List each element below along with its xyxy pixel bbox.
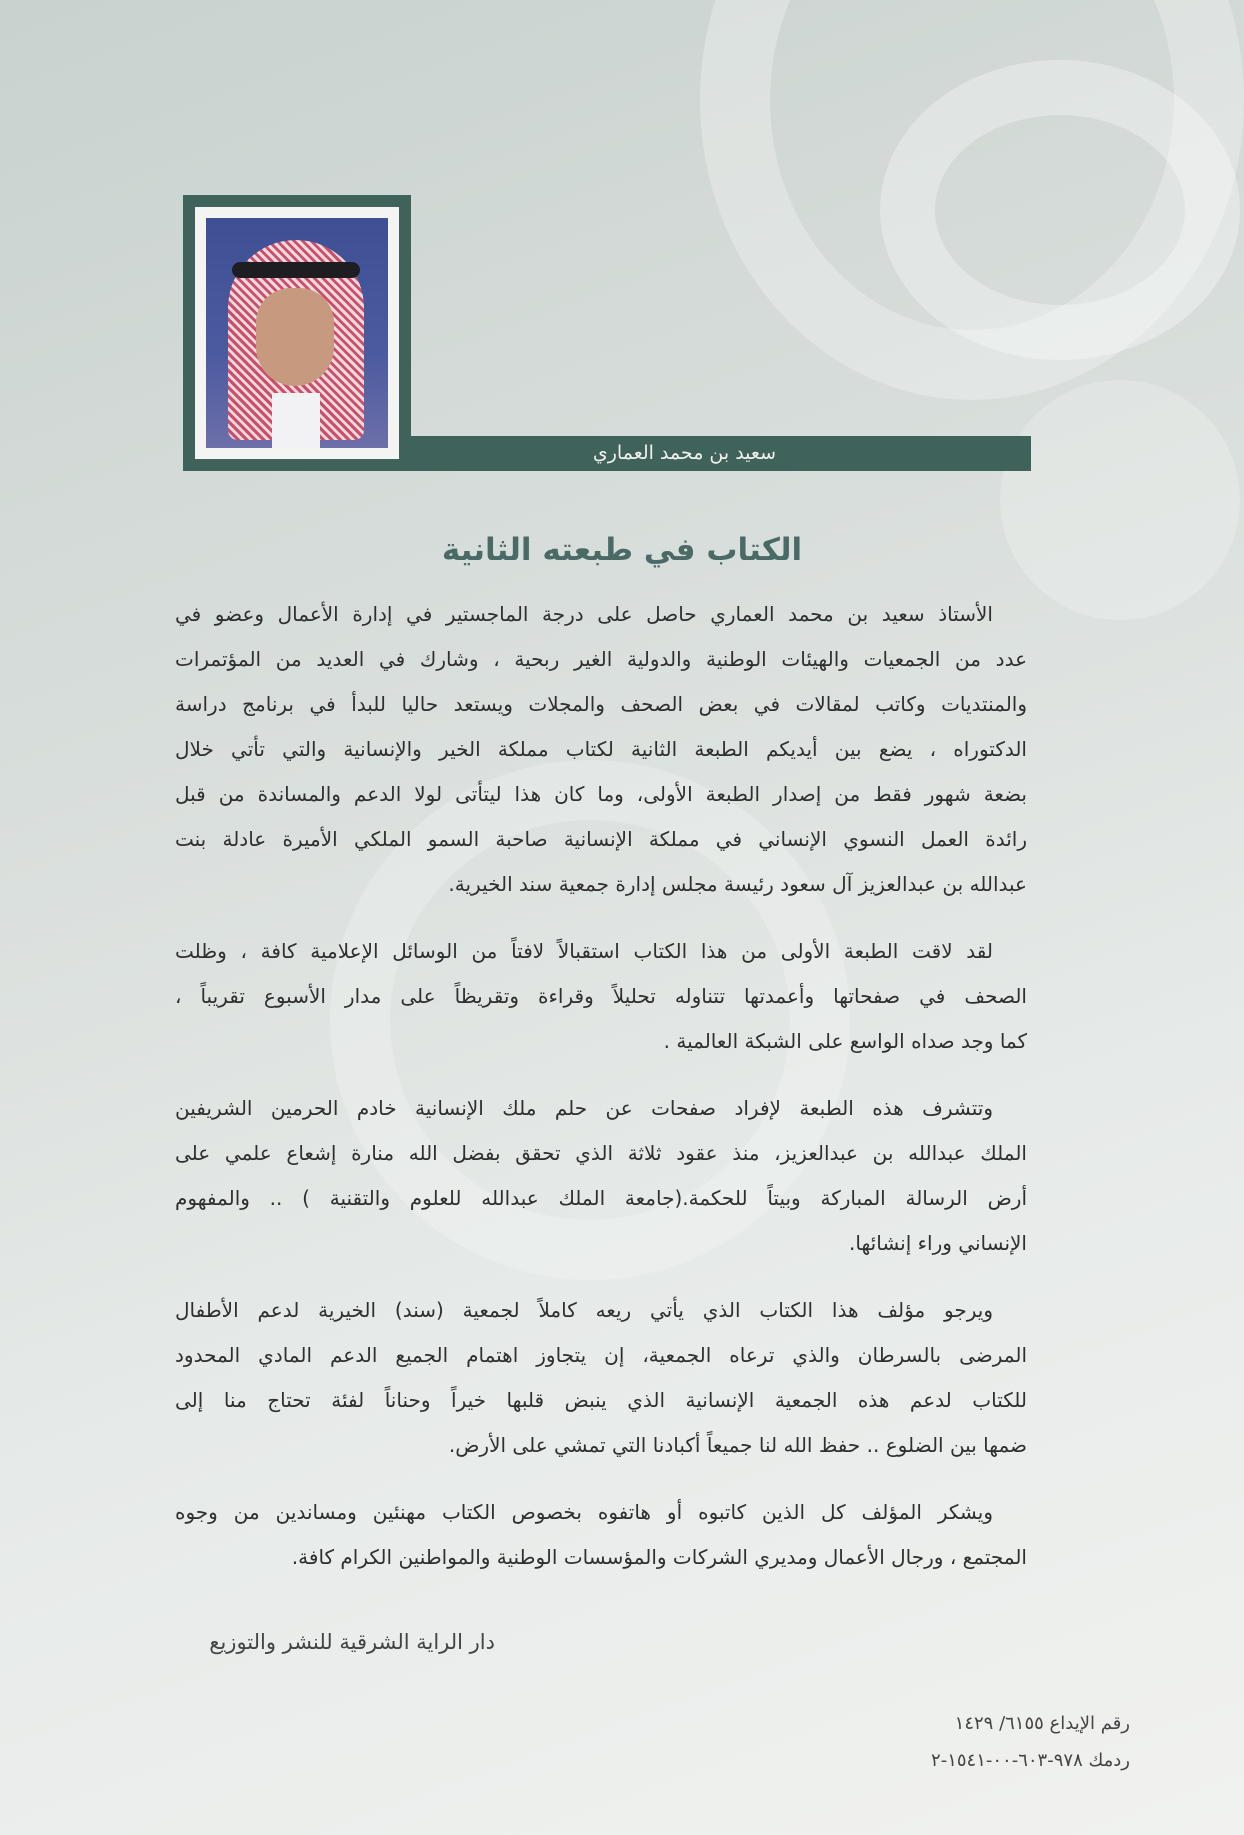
publisher-name: دار الراية الشرقية للنشر والتوزيع — [209, 1630, 495, 1654]
text-line: كما وجد صداه الواسع على الشبكة العالمية . — [663, 1029, 1027, 1053]
body-text — [175, 592, 1027, 1602]
text-line: وتتشرف هذه الطبعة لإفراد صفحات عن حلم ملك الإنسانية خادم الحرمين الشريفين — [175, 1096, 993, 1120]
isbn: ردمك ٩٧٨-٦٠٣-٠٠-١٥٤١-٢ — [931, 1750, 1130, 1771]
text-line: أرض الرسالة المباركة وبيتاً للحكمة.(جامعة الملك عبدالله للعلوم والتقنية ) .. والمفهوم — [175, 1186, 1027, 1210]
text-line: والمنتديات وكاتب لمقالات في بعض الصحف والمجلات ويستعد حاليا للبدأ في برنامج دراسة — [175, 692, 1027, 716]
paragraph — [175, 1288, 1027, 1468]
text-line: ويشكر المؤلف كل الذين كاتبوه أو هاتفوه بخصوص الكتاب مهنئين ومساندين من وجوه — [175, 1500, 993, 1524]
text-line: الإنساني وراء إنشائها. — [849, 1231, 1027, 1255]
deposit-number: رقم الإيداع ٦١٥٥/ ١٤٢٩ — [954, 1713, 1130, 1734]
text-line: رائدة العمل النسوي الإنساني في مملكة الإنسانية صاحبة السمو الملكي الأميرة عادلة بنت — [175, 827, 1027, 851]
decorative-swirl — [880, 60, 1240, 360]
text-line: ضمها بين الضلوع .. حفظ الله لنا جميعاً أكبادنا التي تمشي على الأرض. — [448, 1433, 1027, 1457]
publication-info — [830, 1705, 1130, 1779]
text-line: ويرجو مؤلف هذا الكتاب الذي يأتي ريعه كاملاً لجمعية (سند) الخيرية لدعم الأطفال — [175, 1298, 993, 1322]
paragraph — [175, 592, 1027, 907]
text-line: الملك عبدالله بن عبدالعزيز، منذ عقود ثلاثة الذي تحقق بفضل الله منارة إشعاع علمي على — [175, 1141, 1027, 1165]
author-name: سعيد بن محمد العماري — [592, 442, 776, 464]
author-photo-frame — [183, 195, 411, 471]
text-line: الأستاذ سعيد بن محمد العماري حاصل على درجة الماجستير في إدارة الأعمال وعضو في — [175, 602, 993, 626]
text-line: للكتاب لدعم هذه الجمعية الإنسانية الذي ينبض قلبها خيراً وحناناً لفئة تحتاج منا إلى — [175, 1388, 1027, 1412]
text-line: المجتمع ، ورجال الأعمال ومديري الشركات والمؤسسات الوطنية والمواطنين الكرام كافة. — [291, 1545, 1027, 1569]
text-line: عبدالله بن عبدالعزيز آل سعود رئيسة مجلس إدارة جمعية سند الخيرية. — [448, 872, 1027, 896]
text-line: الصحف في صفحاتها وأعمدتها تتناوله تحليلاً وقراءة وتقريظاً على مدار الأسبوع تقريباً ، — [175, 984, 1027, 1008]
text-line: بضعة شهور فقط من إصدار الطبعة الأولى، وما كان هذا ليتأتى لولا الدعم والمساندة من قبل — [175, 782, 1027, 806]
section-heading: الكتاب في طبعته الثانية — [441, 532, 803, 568]
paragraph — [175, 929, 1027, 1064]
author-photo — [206, 218, 388, 448]
text-line: المرضى بالسرطان والذي ترعاه الجمعية، إن يتجاوز اهتمام الجميع الدعم المادي المحدود — [175, 1343, 1027, 1367]
decorative-swirl — [700, 0, 1244, 400]
decorative-swirl — [1000, 380, 1240, 620]
text-line: لقد لاقت الطبعة الأولى من هذا الكتاب استقبالاً لافتاً من الوسائل الإعلامية كافة ، وظلت — [175, 939, 993, 963]
author-name-bar — [411, 436, 1031, 471]
text-line: الدكتوراه ، يضع بين أيديكم الطبعة الثانية لكتاب مملكة الخير والإنسانية والتي تأتي خلال — [175, 737, 1027, 761]
paragraph — [175, 1086, 1027, 1266]
paragraph — [175, 1490, 1027, 1580]
text-line: عدد من الجمعيات والهيئات الوطنية والدولية الغير ربحية ، وشارك في العديد من المؤتمرات — [175, 647, 1027, 671]
